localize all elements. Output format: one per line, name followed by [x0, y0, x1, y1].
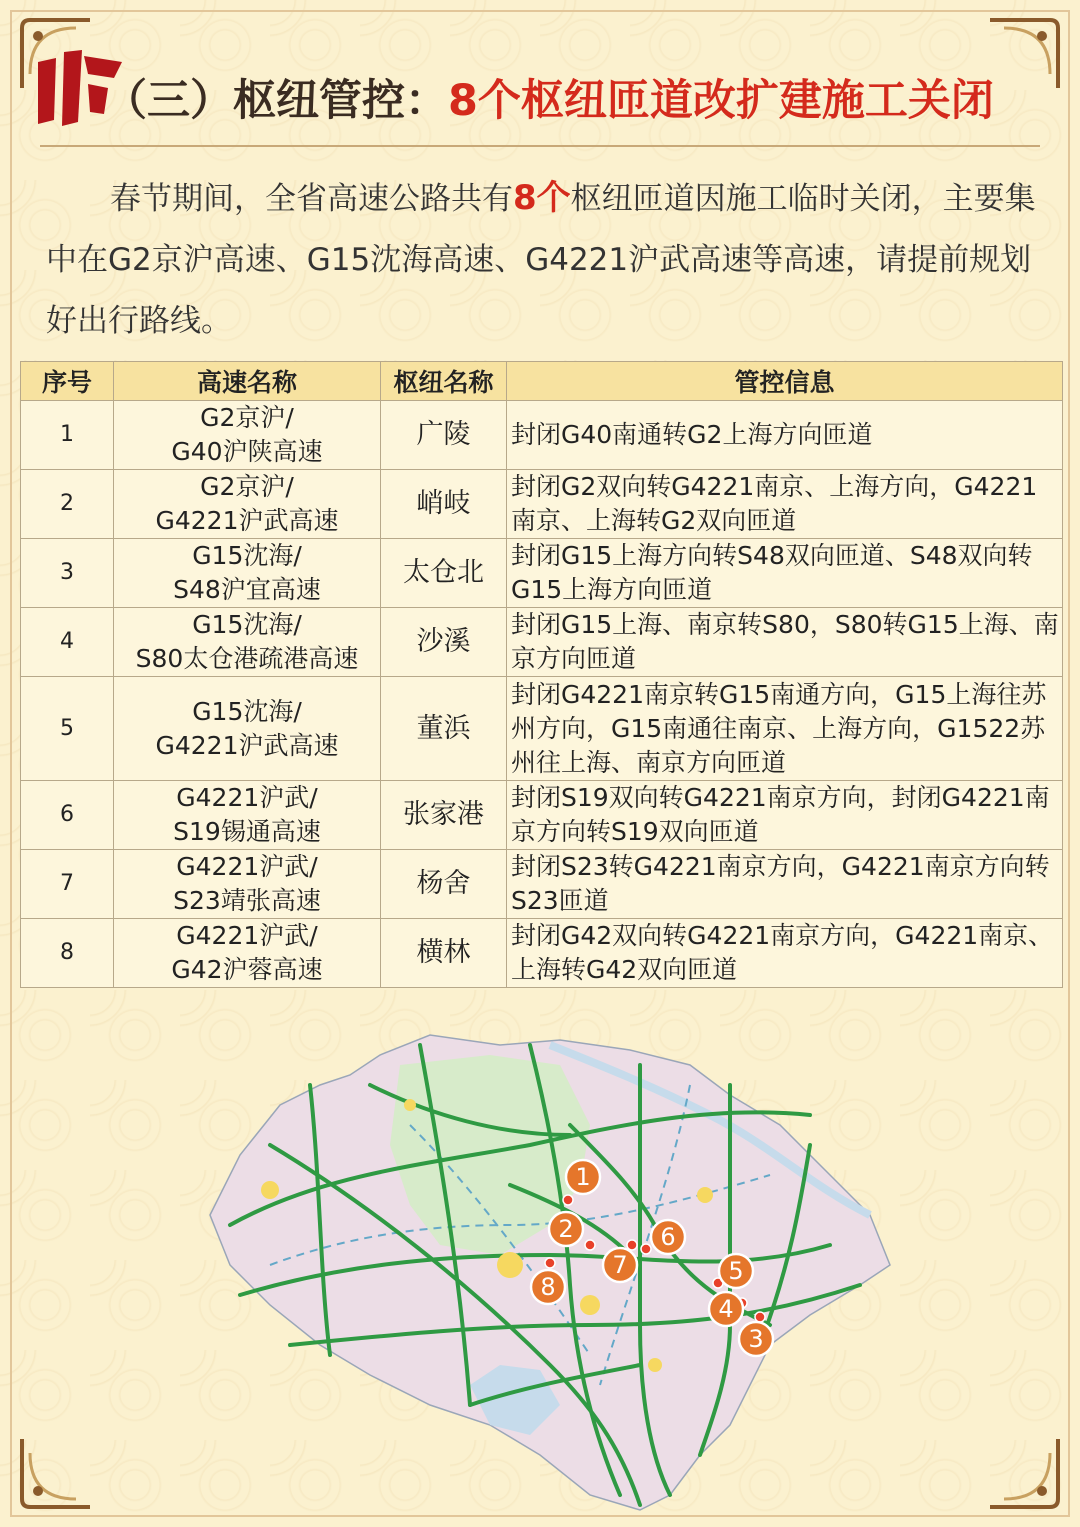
- row-info: 封闭S23转G4221南京方向，G4221南京方向转S23匝道: [507, 850, 1063, 919]
- highway-line-2: S48沪宜高速: [173, 575, 321, 604]
- corner-ornament: [984, 1433, 1064, 1513]
- highway-line-1: G4221沪武/: [176, 852, 318, 881]
- intro-highlight: 8个: [513, 178, 571, 218]
- highway-line-2: G4221沪武高速: [155, 506, 339, 535]
- highway-line-2: G42沪蓉高速: [171, 955, 323, 984]
- hub-number-label: 5: [728, 1257, 744, 1285]
- table-row: [21, 781, 1063, 850]
- corner-ornament: [16, 1433, 96, 1513]
- row-info: 封闭G2双向转G4221南京、上海方向，G4221南京、上海转G2双向匝道: [507, 470, 1063, 539]
- highway-line-2: S23靖张高速: [173, 886, 321, 915]
- page-title: [104, 62, 994, 132]
- intro-text-after: 枢纽匝道因施工临时关闭，主要集中在G2京沪高速、G15沈海高速、G4221沪武高速等高速，请提前规划好出行路线。: [46, 181, 1036, 339]
- row-hub: 横林: [381, 919, 507, 988]
- row-num: 1: [21, 401, 114, 470]
- row-hub: 广陵: [381, 401, 507, 470]
- row-num: 2: [21, 470, 114, 539]
- header-hub: 枢纽名称: [381, 362, 507, 401]
- row-highway: [114, 539, 381, 608]
- header-num: 序号: [21, 362, 114, 401]
- highway-line-1: G4221沪武/: [176, 783, 318, 812]
- row-info: 封闭G15上海方向转S48双向匝道、S48双向转G15上海方向匝道: [507, 539, 1063, 608]
- intro-paragraph: [46, 168, 1036, 352]
- row-info: 封闭G15上海、南京转S80，S80转G15上海、南京方向匝道: [507, 608, 1063, 677]
- row-num: 8: [21, 919, 114, 988]
- row-info: 封闭S19双向转G4221南京方向，封闭G4221南京方向转S19双向匝道: [507, 781, 1063, 850]
- header-highway: 高速名称: [114, 362, 381, 401]
- row-highway: [114, 608, 381, 677]
- intro-text-before: 春节期间，全省高速公路共有: [110, 181, 513, 217]
- row-hub: 峭岐: [381, 470, 507, 539]
- header-info: 管控信息: [507, 362, 1063, 401]
- table-row: [21, 539, 1063, 608]
- row-highway: [114, 919, 381, 988]
- corner-ornament: [984, 14, 1064, 94]
- table-row: [21, 850, 1063, 919]
- row-highway: [114, 677, 381, 781]
- highway-line-2: G4221沪武高速: [155, 730, 339, 760]
- hub-number-label: 7: [612, 1251, 628, 1279]
- row-hub: 杨舍: [381, 850, 507, 919]
- title-highlight: 8个枢纽匝道改扩建施工关闭: [448, 75, 994, 126]
- hub-control-table: [20, 361, 1063, 988]
- hub-number-label: 8: [540, 1273, 556, 1301]
- row-num: 5: [21, 677, 114, 781]
- table-row: [21, 470, 1063, 539]
- table-row: [21, 677, 1063, 781]
- row-num: 3: [21, 539, 114, 608]
- map-svg: [170, 1025, 900, 1515]
- highway-line-1: G4221沪武/: [176, 921, 318, 950]
- row-info: 封闭G4221南京转G15南通方向，G15上海往苏州方向，G15南通往南京、上海方向，G1522苏州往上海、南京方向匝道: [507, 677, 1063, 781]
- row-hub: 太仓北: [381, 539, 507, 608]
- row-hub: 张家港: [381, 781, 507, 850]
- highway-line-2: S19锡通高速: [173, 817, 321, 846]
- hub-number-label: 3: [748, 1325, 764, 1353]
- highway-line-1: G15沈海/: [192, 610, 302, 639]
- hub-location-dot: [545, 1258, 555, 1268]
- highway-line-1: G15沈海/: [192, 541, 302, 570]
- row-num: 4: [21, 608, 114, 677]
- row-num: 7: [21, 850, 114, 919]
- highway-line-1: G2京沪/: [200, 472, 294, 501]
- row-highway: [114, 401, 381, 470]
- row-hub: 董浜: [381, 677, 507, 781]
- road-network-map: [170, 1025, 900, 1515]
- highway-line-1: G2京沪/: [200, 403, 294, 432]
- row-info: 封闭G40南通转G2上海方向匝道: [507, 401, 1063, 470]
- row-num: 6: [21, 781, 114, 850]
- table-header-row: [21, 362, 1063, 401]
- hub-number-label: 4: [718, 1295, 734, 1323]
- title-divider: [40, 145, 1040, 147]
- hub-number-label: 2: [558, 1215, 574, 1243]
- row-highway: [114, 470, 381, 539]
- hub-number-label: 1: [575, 1163, 591, 1191]
- row-highway: [114, 850, 381, 919]
- row-hub: 沙溪: [381, 608, 507, 677]
- highway-line-1: G15沈海/: [192, 696, 302, 726]
- hub-location-dot: [755, 1312, 765, 1322]
- highway-line-2: S80太仓港疏港高速: [135, 644, 359, 673]
- hub-location-dot: [563, 1195, 573, 1205]
- table-row: [21, 919, 1063, 988]
- hub-number-label: 6: [660, 1223, 676, 1251]
- hub-location-dot: [627, 1240, 637, 1250]
- highway-line-2: G40沪陕高速: [171, 437, 323, 466]
- hub-location-dot: [585, 1240, 595, 1250]
- row-highway: [114, 781, 381, 850]
- title-prefix: （三）枢纽管控：: [104, 75, 448, 126]
- row-info: 封闭G42双向转G4221南京方向，G4221南京、上海转G42双向匝道: [507, 919, 1063, 988]
- table-row: [21, 608, 1063, 677]
- hub-location-dot: [641, 1244, 651, 1254]
- table-row: [21, 401, 1063, 470]
